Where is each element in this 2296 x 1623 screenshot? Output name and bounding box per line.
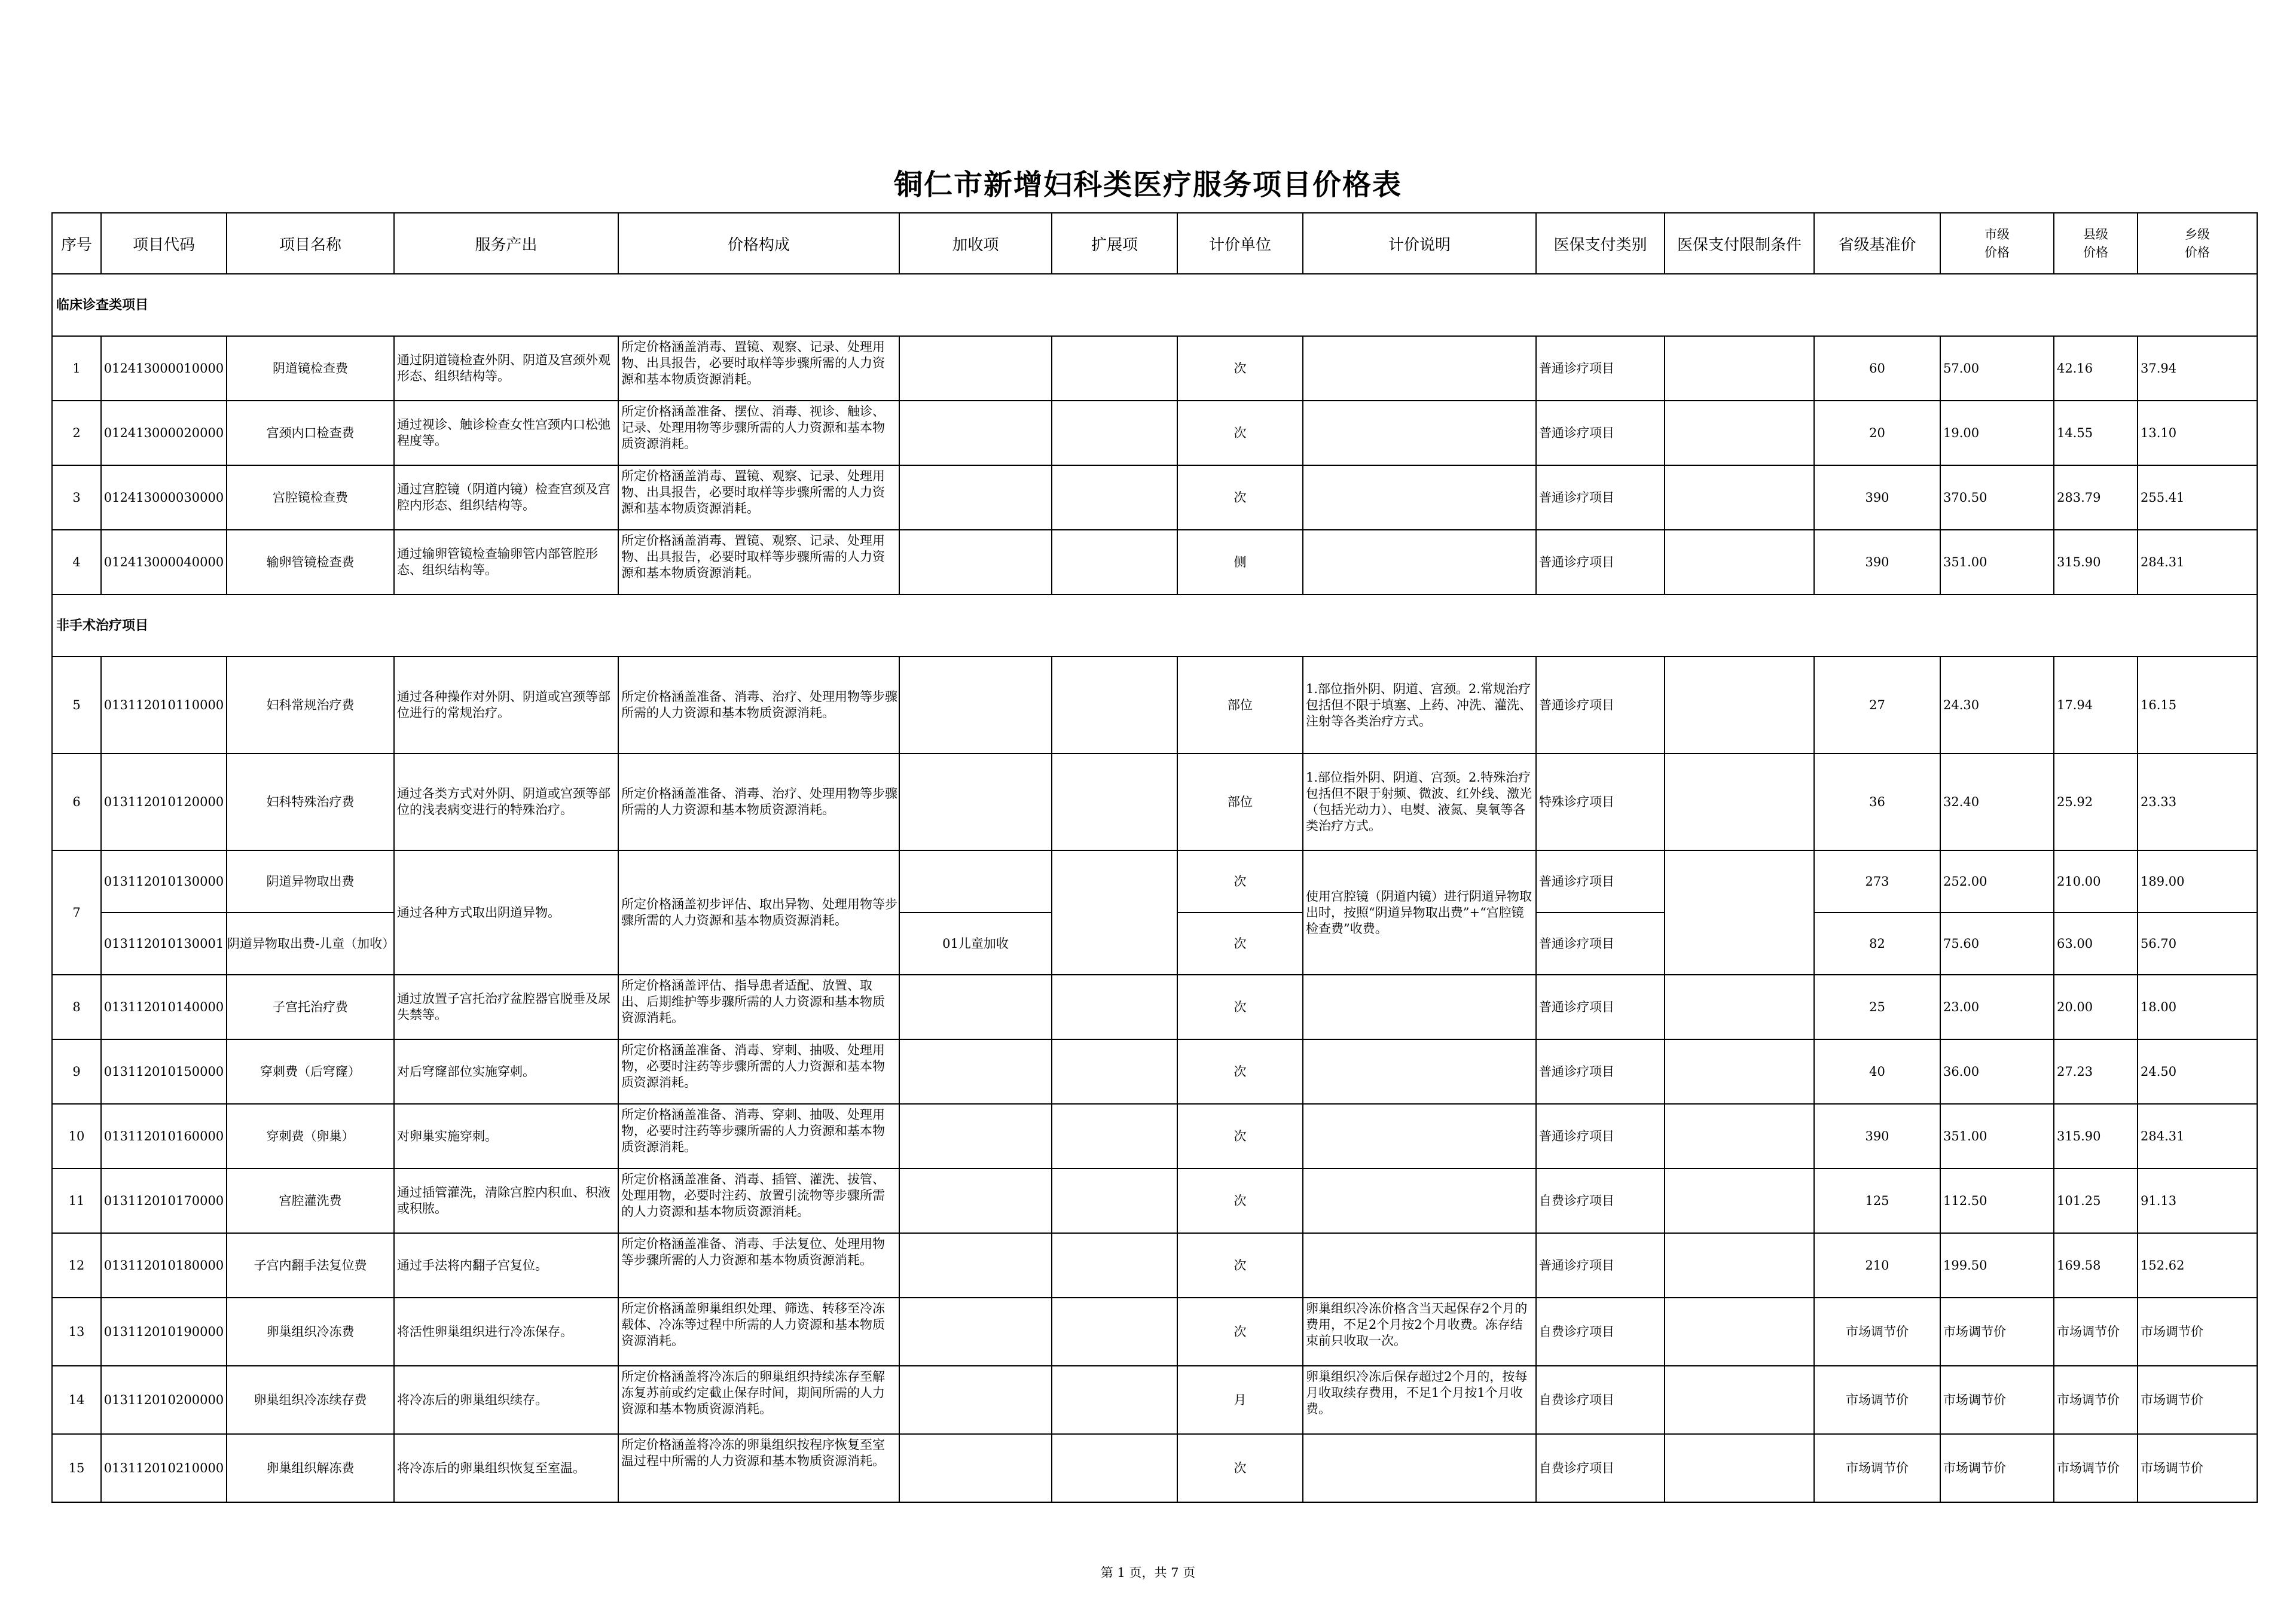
cell-extra — [899, 1434, 1052, 1502]
price-table-container — [51, 212, 2257, 1503]
cell-town-price: 市场调节价 — [2138, 1298, 2257, 1366]
header-ins-type: 医保支付类别 — [1536, 213, 1665, 274]
cell-ins-type: 普通诊疗项目 — [1536, 465, 1665, 530]
cell-composition: 所定价格涵盖消毒、置镜、观察、记录、处理用物、出具报告，必要时取样等步骤所需的人力资源和基本物质资源消耗。 — [618, 336, 899, 401]
cell-code: 013112010210000 — [101, 1434, 227, 1502]
cell-ext — [1052, 1233, 1177, 1298]
cell-ins-type: 普通诊疗项目 — [1536, 913, 1665, 975]
cell-name: 穿刺费（卵巢） — [227, 1104, 394, 1169]
cell-name: 阴道镜检查费 — [227, 336, 394, 401]
cell-county-price: 14.55 — [2054, 401, 2138, 465]
cell-desc — [1303, 1104, 1536, 1169]
cell-composition: 所定价格涵盖将冷冻的卵巢组织按程序恢复至室温过程中所需的人力资源和基本物质资源消耗。 — [618, 1434, 899, 1502]
cell-name: 卵巢组织冷冻费 — [227, 1298, 394, 1366]
cell-code: 013112010130000 — [101, 850, 227, 913]
cell-unit: 部位 — [1177, 753, 1303, 850]
cell-unit: 次 — [1177, 1104, 1303, 1169]
header-row — [52, 213, 2257, 274]
cell-ext — [1052, 850, 1177, 975]
cell-prov-price: 82 — [1814, 913, 1940, 975]
cell-town-price: 23.33 — [2138, 753, 2257, 850]
cell-prov-price: 市场调节价 — [1814, 1298, 1940, 1366]
cell-ins-type: 普通诊疗项目 — [1536, 336, 1665, 401]
cell-ins-type: 特殊诊疗项目 — [1536, 753, 1665, 850]
cell-name: 阴道异物取出费 — [227, 850, 394, 913]
cell-code: 013112010130001 — [101, 913, 227, 975]
table-row — [52, 336, 2257, 401]
cell-town-price: 56.70 — [2138, 913, 2257, 975]
cell-name: 妇科常规治疗费 — [227, 657, 394, 753]
cell-code: 013112010150000 — [101, 1039, 227, 1104]
cell-ins-type: 自费诊疗项目 — [1536, 1169, 1665, 1233]
cell-ext — [1052, 336, 1177, 401]
cell-name: 穿刺费（后穹窿） — [227, 1039, 394, 1104]
cell-unit: 部位 — [1177, 657, 1303, 753]
cell-city-price: 32.40 — [1940, 753, 2054, 850]
cell-desc — [1303, 465, 1536, 530]
cell-unit: 次 — [1177, 1233, 1303, 1298]
cell-composition: 所定价格涵盖准备、摆位、消毒、视诊、触诊、记录、处理用物等步骤所需的人力资源和基本物质资源消耗。 — [618, 401, 899, 465]
header-desc: 计价说明 — [1303, 213, 1536, 274]
cell-prov-price: 27 — [1814, 657, 1940, 753]
table-row — [52, 465, 2257, 530]
cell-unit: 侧 — [1177, 530, 1303, 594]
cell-composition: 所定价格涵盖初步评估、取出异物、处理用物等步骤所需的人力资源和基本物质资源消耗。 — [618, 850, 899, 975]
page-footer: 第 1 页，共 7 页 — [1100, 1566, 1196, 1580]
cell-name: 子宫托治疗费 — [227, 975, 394, 1039]
cell-town-price: 24.50 — [2138, 1039, 2257, 1104]
cell-county-price: 315.90 — [2054, 1104, 2138, 1169]
cell-prov-price: 36 — [1814, 753, 1940, 850]
cell-desc — [1303, 336, 1536, 401]
cell-town-price: 市场调节价 — [2138, 1366, 2257, 1434]
table-row — [52, 1233, 2257, 1298]
cell-prov-price: 市场调节价 — [1814, 1366, 1940, 1434]
cell-seq: 3 — [52, 465, 101, 530]
cell-city-price: 252.00 — [1940, 850, 2054, 913]
header-county-price-line1: 县级 — [2083, 227, 2108, 242]
cell-ins-limit — [1665, 401, 1814, 465]
cell-output: 将活性卵巢组织进行冷冻保存。 — [394, 1298, 618, 1366]
cell-ins-type: 普通诊疗项目 — [1536, 657, 1665, 753]
cell-ins-limit — [1665, 1039, 1814, 1104]
cell-ins-type: 普通诊疗项目 — [1536, 530, 1665, 594]
section-row — [52, 274, 2257, 336]
cell-code: 013112010190000 — [101, 1298, 227, 1366]
cell-city-price: 市场调节价 — [1940, 1366, 2054, 1434]
cell-city-price: 市场调节价 — [1940, 1298, 2054, 1366]
cell-desc — [1303, 1169, 1536, 1233]
cell-composition: 所定价格涵盖准备、消毒、手法复位、处理用物等步骤所需的人力资源和基本物质资源消耗。 — [618, 1233, 899, 1298]
cell-code: 013112010180000 — [101, 1233, 227, 1298]
cell-town-price: 91.13 — [2138, 1169, 2257, 1233]
cell-seq: 13 — [52, 1298, 101, 1366]
cell-unit: 次 — [1177, 1039, 1303, 1104]
cell-seq: 12 — [52, 1233, 101, 1298]
cell-city-price: 36.00 — [1940, 1039, 2054, 1104]
cell-county-price: 42.16 — [2054, 336, 2138, 401]
table-row — [52, 850, 2257, 913]
cell-desc: 1.部位指外阴、阴道、宫颈。2.常规治疗包括但不限于填塞、上药、冲洗、灌洗、注射等各类治疗方式。 — [1303, 657, 1536, 753]
cell-output: 通过输卵管镜检查输卵管内部管腔形态、组织结构等。 — [394, 530, 618, 594]
cell-ext — [1052, 530, 1177, 594]
cell-ext — [1052, 401, 1177, 465]
header-prov-price: 省级基准价 — [1814, 213, 1940, 274]
cell-city-price: 351.00 — [1940, 1104, 2054, 1169]
cell-seq: 15 — [52, 1434, 101, 1502]
cell-ext — [1052, 753, 1177, 850]
cell-county-price: 市场调节价 — [2054, 1298, 2138, 1366]
cell-ext — [1052, 1434, 1177, 1502]
cell-composition: 所定价格涵盖评估、指导患者适配、放置、取出、后期维护等步骤所需的人力资源和基本物质资源消耗。 — [618, 975, 899, 1039]
header-output: 服务产出 — [394, 213, 618, 274]
cell-ins-limit — [1665, 1298, 1814, 1366]
cell-unit: 次 — [1177, 401, 1303, 465]
section-label: 临床诊查类项目 — [52, 274, 2257, 336]
cell-county-price: 101.25 — [2054, 1169, 2138, 1233]
cell-city-price: 19.00 — [1940, 401, 2054, 465]
cell-ins-type: 普通诊疗项目 — [1536, 1233, 1665, 1298]
cell-extra — [899, 753, 1052, 850]
cell-composition: 所定价格涵盖消毒、置镜、观察、记录、处理用物、出具报告，必要时取样等步骤所需的人力资源和基本物质资源消耗。 — [618, 465, 899, 530]
cell-extra — [899, 1366, 1052, 1434]
cell-output: 通过插管灌洗，清除宫腔内积血、积液或积脓。 — [394, 1169, 618, 1233]
cell-ins-limit — [1665, 530, 1814, 594]
header-ins-limit: 医保支付限制条件 — [1665, 213, 1814, 274]
cell-ins-type: 自费诊疗项目 — [1536, 1366, 1665, 1434]
cell-code: 013112010110000 — [101, 657, 227, 753]
cell-code: 013112010140000 — [101, 975, 227, 1039]
cell-prov-price: 40 — [1814, 1039, 1940, 1104]
cell-output: 通过各种方式取出阴道异物。 — [394, 850, 618, 975]
cell-city-price: 23.00 — [1940, 975, 2054, 1039]
cell-composition: 所定价格涵盖准备、消毒、插管、灌洗、拔管、处理用物，必要时注药、放置引流物等步骤所需的人力资源和基本物质资源消耗。 — [618, 1169, 899, 1233]
cell-ins-type: 普通诊疗项目 — [1536, 975, 1665, 1039]
header-county-price-line2: 价格 — [2083, 245, 2108, 260]
cell-extra — [899, 975, 1052, 1039]
cell-ext — [1052, 1104, 1177, 1169]
cell-code: 012413000020000 — [101, 401, 227, 465]
cell-city-price: 57.00 — [1940, 336, 2054, 401]
cell-seq: 14 — [52, 1366, 101, 1434]
header-name: 项目名称 — [227, 213, 394, 274]
cell-prov-price: 390 — [1814, 1104, 1940, 1169]
cell-city-price: 370.50 — [1940, 465, 2054, 530]
cell-code: 013112010160000 — [101, 1104, 227, 1169]
cell-county-price: 169.58 — [2054, 1233, 2138, 1298]
cell-prov-price: 390 — [1814, 530, 1940, 594]
cell-composition: 所定价格涵盖准备、消毒、治疗、处理用物等步骤所需的人力资源和基本物质资源消耗。 — [618, 753, 899, 850]
cell-prov-price: 390 — [1814, 465, 1940, 530]
cell-ins-type: 普通诊疗项目 — [1536, 850, 1665, 913]
cell-county-price: 27.23 — [2054, 1039, 2138, 1104]
cell-name: 妇科特殊治疗费 — [227, 753, 394, 850]
section-label: 非手术治疗项目 — [52, 594, 2257, 657]
cell-ins-type: 普通诊疗项目 — [1536, 1039, 1665, 1104]
cell-name: 输卵管镜检查费 — [227, 530, 394, 594]
cell-extra — [899, 530, 1052, 594]
cell-prov-price: 273 — [1814, 850, 1940, 913]
header-town-price — [2138, 213, 2257, 274]
table-row — [52, 530, 2257, 594]
cell-ins-limit — [1665, 1104, 1814, 1169]
cell-extra — [899, 657, 1052, 753]
header-town-price-line1: 乡级 — [2185, 227, 2210, 242]
cell-town-price: 255.41 — [2138, 465, 2257, 530]
cell-output: 通过视诊、触诊检查女性宫颈内口松弛程度等。 — [394, 401, 618, 465]
cell-ext — [1052, 975, 1177, 1039]
cell-code: 012413000040000 — [101, 530, 227, 594]
cell-unit: 次 — [1177, 1434, 1303, 1502]
cell-prov-price: 20 — [1814, 401, 1940, 465]
cell-county-price: 315.90 — [2054, 530, 2138, 594]
cell-name: 宫颈内口检查费 — [227, 401, 394, 465]
cell-desc — [1303, 1434, 1536, 1502]
cell-ins-limit — [1665, 1169, 1814, 1233]
cell-seq: 5 — [52, 657, 101, 753]
cell-ins-limit — [1665, 336, 1814, 401]
cell-output: 通过放置子宫托治疗盆腔器官脱垂及尿失禁等。 — [394, 975, 618, 1039]
cell-output: 对卵巢实施穿刺。 — [394, 1104, 618, 1169]
cell-code: 013112010200000 — [101, 1366, 227, 1434]
cell-ins-limit — [1665, 1233, 1814, 1298]
cell-desc — [1303, 401, 1536, 465]
cell-output: 对后穹窿部位实施穿刺。 — [394, 1039, 618, 1104]
cell-output: 通过手法将内翻子宫复位。 — [394, 1233, 618, 1298]
cell-output: 通过各种操作对外阴、阴道或宫颈等部位进行的常规治疗。 — [394, 657, 618, 753]
cell-ins-type: 自费诊疗项目 — [1536, 1298, 1665, 1366]
table-row — [52, 1298, 2257, 1366]
cell-name: 宫腔灌洗费 — [227, 1169, 394, 1233]
cell-extra — [899, 401, 1052, 465]
table-row — [52, 1104, 2257, 1169]
cell-desc: 卵巢组织冷冻后保存超过2个月的，按每月收取续存费用，不足1个月按1个月收费。 — [1303, 1366, 1536, 1434]
cell-county-price: 210.00 — [2054, 850, 2138, 913]
cell-unit: 月 — [1177, 1366, 1303, 1434]
cell-prov-price: 210 — [1814, 1233, 1940, 1298]
cell-town-price: 16.15 — [2138, 657, 2257, 753]
cell-ins-limit — [1665, 1434, 1814, 1502]
cell-town-price: 市场调节价 — [2138, 1434, 2257, 1502]
cell-ins-limit — [1665, 1366, 1814, 1434]
cell-town-price: 284.31 — [2138, 530, 2257, 594]
cell-ins-limit — [1665, 465, 1814, 530]
cell-town-price: 37.94 — [2138, 336, 2257, 401]
table-row — [52, 753, 2257, 850]
cell-desc: 1.部位指外阴、阴道、宫颈。2.特殊治疗包括但不限于射频、微波、红外线、激光（包括光动力）、电熨、液氮、臭氧等各类治疗方式。 — [1303, 753, 1536, 850]
cell-ins-limit — [1665, 975, 1814, 1039]
cell-seq: 4 — [52, 530, 101, 594]
cell-seq: 10 — [52, 1104, 101, 1169]
cell-seq: 1 — [52, 336, 101, 401]
cell-desc — [1303, 975, 1536, 1039]
cell-desc — [1303, 1039, 1536, 1104]
cell-seq: 9 — [52, 1039, 101, 1104]
cell-composition: 所定价格涵盖卵巢组织处理、筛选、转移至冷冻载体、冷冻等过程中所需的人力资源和基本物质资源消耗。 — [618, 1298, 899, 1366]
cell-city-price: 75.60 — [1940, 913, 2054, 975]
cell-unit: 次 — [1177, 1169, 1303, 1233]
header-city-price-line2: 价格 — [1984, 245, 2010, 260]
price-table — [51, 212, 2258, 1503]
cell-prov-price: 25 — [1814, 975, 1940, 1039]
header-composition: 价格构成 — [618, 213, 899, 274]
cell-city-price: 24.30 — [1940, 657, 2054, 753]
cell-output: 通过阴道镜检查外阴、阴道及宫颈外观形态、组织结构等。 — [394, 336, 618, 401]
cell-prov-price: 市场调节价 — [1814, 1434, 1940, 1502]
cell-ext — [1052, 465, 1177, 530]
cell-county-price: 283.79 — [2054, 465, 2138, 530]
section-row — [52, 594, 2257, 657]
cell-ins-type: 普通诊疗项目 — [1536, 1104, 1665, 1169]
cell-town-price: 13.10 — [2138, 401, 2257, 465]
cell-extra — [899, 336, 1052, 401]
cell-unit: 次 — [1177, 465, 1303, 530]
cell-ext — [1052, 1298, 1177, 1366]
cell-county-price: 20.00 — [2054, 975, 2138, 1039]
cell-prov-price: 125 — [1814, 1169, 1940, 1233]
cell-name: 宫腔镜检查费 — [227, 465, 394, 530]
cell-ext — [1052, 657, 1177, 753]
cell-prov-price: 60 — [1814, 336, 1940, 401]
cell-composition: 所定价格涵盖消毒、置镜、观察、记录、处理用物、出具报告，必要时取样等步骤所需的人力资源和基本物质资源消耗。 — [618, 530, 899, 594]
cell-code: 013112010170000 — [101, 1169, 227, 1233]
header-city-price-line1: 市级 — [1984, 227, 2010, 242]
table-row — [52, 1039, 2257, 1104]
cell-unit: 次 — [1177, 975, 1303, 1039]
cell-seq: 11 — [52, 1169, 101, 1233]
cell-seq: 8 — [52, 975, 101, 1039]
cell-desc — [1303, 1233, 1536, 1298]
cell-extra — [899, 1298, 1052, 1366]
cell-ins-type: 普通诊疗项目 — [1536, 401, 1665, 465]
cell-county-price: 市场调节价 — [2054, 1366, 2138, 1434]
table-row — [52, 401, 2257, 465]
page-title: 铜仁市新增妇科类医疗服务项目价格表 — [893, 168, 1402, 202]
table-row — [52, 1169, 2257, 1233]
header-seq: 序号 — [52, 213, 101, 274]
table-row — [52, 657, 2257, 753]
cell-extra — [899, 465, 1052, 530]
cell-composition: 所定价格涵盖准备、消毒、穿刺、抽吸、处理用物，必要时注药等步骤所需的人力资源和基本物质资源消耗。 — [618, 1039, 899, 1104]
cell-city-price: 199.50 — [1940, 1233, 2054, 1298]
cell-ins-limit — [1665, 850, 1814, 975]
header-city-price — [1940, 213, 2054, 274]
cell-county-price: 63.00 — [2054, 913, 2138, 975]
cell-code: 012413000030000 — [101, 465, 227, 530]
cell-town-price: 284.31 — [2138, 1104, 2257, 1169]
cell-unit: 次 — [1177, 913, 1303, 975]
cell-desc: 卵巢组织冷冻价格含当天起保存2个月的费用，不足2个月按2个月收费。冻存结束前只收取一次。 — [1303, 1298, 1536, 1366]
cell-unit: 次 — [1177, 336, 1303, 401]
cell-town-price: 189.00 — [2138, 850, 2257, 913]
cell-output: 通过宫腔镜（阴道内镜）检查宫颈及宫腔内形态、组织结构等。 — [394, 465, 618, 530]
cell-city-price: 351.00 — [1940, 530, 2054, 594]
cell-composition: 所定价格涵盖将冷冻后的卵巢组织持续冻存至解冻复苏前或约定截止保存时间，期间所需的人力资源和基本物质资源消耗。 — [618, 1366, 899, 1434]
cell-city-price: 112.50 — [1940, 1169, 2054, 1233]
cell-extra — [899, 1169, 1052, 1233]
cell-name: 卵巢组织冷冻续存费 — [227, 1366, 394, 1434]
cell-town-price: 152.62 — [2138, 1233, 2257, 1298]
cell-ext — [1052, 1039, 1177, 1104]
cell-output: 通过各类方式对外阴、阴道或宫颈等部位的浅表病变进行的特殊治疗。 — [394, 753, 618, 850]
cell-code: 013112010120000 — [101, 753, 227, 850]
cell-desc: 使用宫腔镜（阴道内镜）进行阴道异物取出时，按照“阴道异物取出费”+“宫腔镜检查费”收费。 — [1303, 850, 1536, 975]
cell-name: 卵巢组织解冻费 — [227, 1434, 394, 1502]
cell-city-price: 市场调节价 — [1940, 1434, 2054, 1502]
cell-ext — [1052, 1366, 1177, 1434]
cell-desc — [1303, 530, 1536, 594]
cell-town-price: 18.00 — [2138, 975, 2257, 1039]
cell-unit: 次 — [1177, 1298, 1303, 1366]
cell-ins-type: 自费诊疗项目 — [1536, 1434, 1665, 1502]
cell-composition: 所定价格涵盖准备、消毒、穿刺、抽吸、处理用物，必要时注药等步骤所需的人力资源和基本物质资源消耗。 — [618, 1104, 899, 1169]
cell-output: 将冷冻后的卵巢组织恢复至室温。 — [394, 1434, 618, 1502]
table-row — [52, 975, 2257, 1039]
header-unit: 计价单位 — [1177, 213, 1303, 274]
table-row — [52, 1434, 2257, 1502]
cell-extra — [899, 1039, 1052, 1104]
cell-county-price: 17.94 — [2054, 657, 2138, 753]
header-county-price — [2054, 213, 2138, 274]
cell-extra: 01儿童加收 — [899, 913, 1052, 975]
header-ext: 扩展项 — [1052, 213, 1177, 274]
cell-name: 子宫内翻手法复位费 — [227, 1233, 394, 1298]
cell-county-price: 25.92 — [2054, 753, 2138, 850]
cell-seq: 7 — [52, 850, 101, 975]
cell-output: 将冷冻后的卵巢组织续存。 — [394, 1366, 618, 1434]
header-town-price-line2: 价格 — [2185, 245, 2210, 260]
header-extra: 加收项 — [899, 213, 1052, 274]
cell-ext — [1052, 1169, 1177, 1233]
cell-seq: 6 — [52, 753, 101, 850]
cell-extra — [899, 1233, 1052, 1298]
header-code: 项目代码 — [101, 213, 227, 274]
cell-name: 阴道异物取出费-儿童（加收） — [227, 913, 394, 975]
cell-code: 012413000010000 — [101, 336, 227, 401]
cell-county-price: 市场调节价 — [2054, 1434, 2138, 1502]
cell-seq: 2 — [52, 401, 101, 465]
cell-extra — [899, 850, 1052, 913]
cell-unit: 次 — [1177, 850, 1303, 913]
cell-extra — [899, 1104, 1052, 1169]
cell-ins-limit — [1665, 657, 1814, 753]
cell-composition: 所定价格涵盖准备、消毒、治疗、处理用物等步骤所需的人力资源和基本物质资源消耗。 — [618, 657, 899, 753]
cell-ins-limit — [1665, 753, 1814, 850]
table-row — [52, 1366, 2257, 1434]
